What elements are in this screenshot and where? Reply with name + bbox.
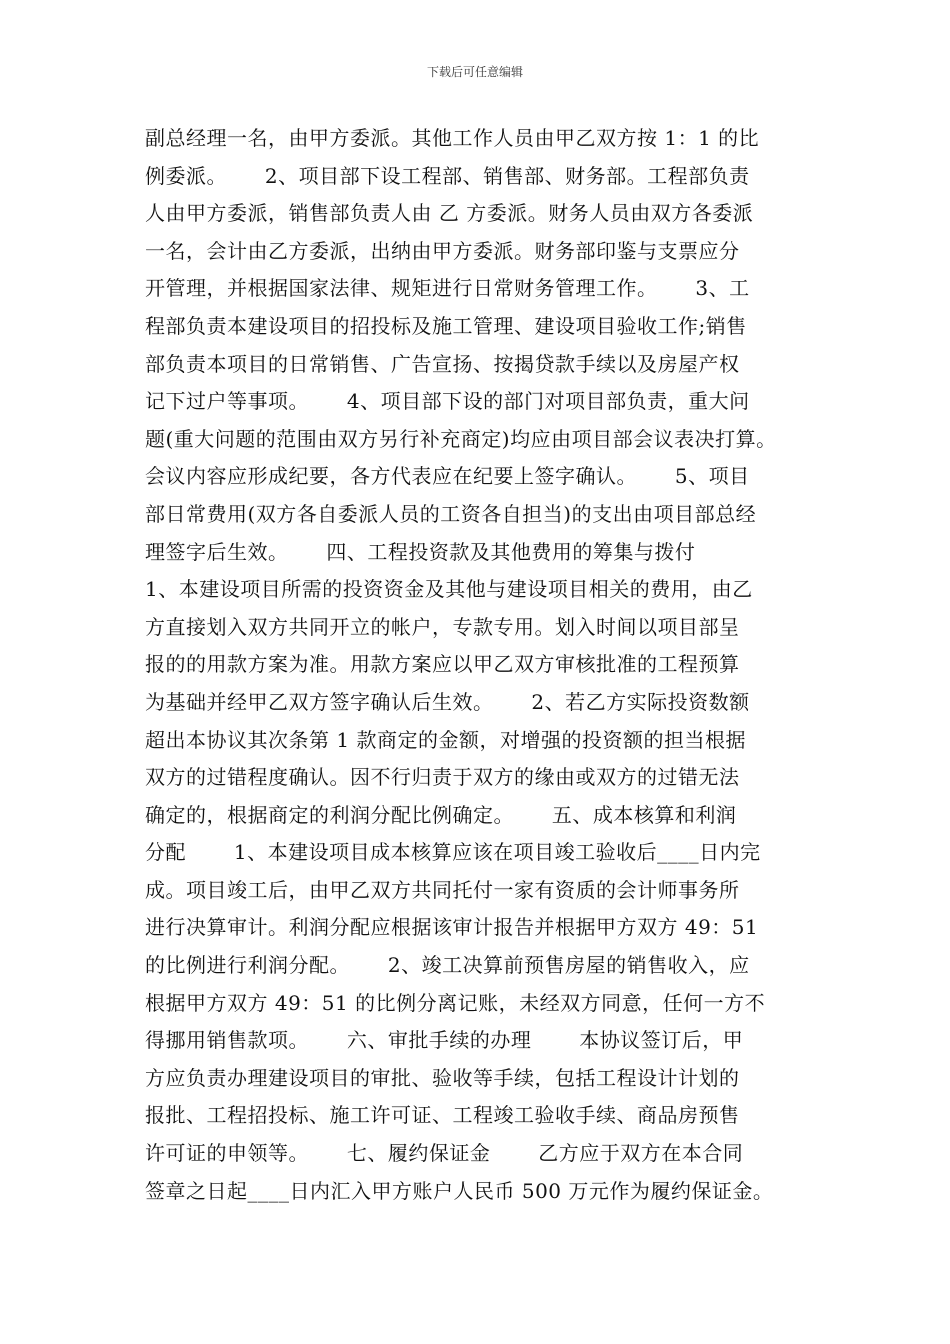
text-line: 题(重大问题的范围由双方另行补充商定)均应由项目部会议表决打算。 <box>145 426 777 451</box>
text-line: 报的的用款方案为准。用款方案应以甲乙双方审核批准的工程预算 <box>145 652 740 677</box>
text-line: 人由甲方委派，销售部负责人由 乙 方委派。财务人员由双方各委派 <box>145 201 754 226</box>
text-line: 1、本建设项目所需的投资资金及其他与建设项目相关的费用，由乙 <box>145 577 753 602</box>
text-line: 为基础并经甲乙双方签字确认后生效。 2、若乙方实际投资数额 <box>145 689 750 714</box>
text-line: 进行决算审计。利润分配应根据该审计报告并根据甲方双方 49：51 <box>145 915 759 940</box>
text-line: 部负责本项目的日常销售、广告宣扬、按揭贷款手续以及房屋产权 <box>145 351 740 376</box>
text-line: 得挪用销售款项。 六、审批手续的办理 本协议签订后，甲 <box>145 1028 744 1053</box>
text-line: 一名，会计由乙方委派，出纳由甲方委派。财务部印鉴与支票应分 <box>145 238 740 263</box>
text-line: 开管理，并根据国家法律、规矩进行日常财务管理工作。 3、工 <box>145 276 750 301</box>
text-line: 双方的过错程度确认。因不行归责于双方的缘由或双方的过错无法 <box>145 765 740 790</box>
text-line: 部日常费用(双方各自委派人员的工资各自担当)的支出由项目部总经 <box>145 501 757 526</box>
text-line: 方直接划入双方共同开立的帐户，专款专用。划入时间以项目部呈 <box>145 614 740 639</box>
document-body <box>145 120 820 1210</box>
text-line: 签章之日起____日内汇入甲方账户人民币 500 万元作为履约保证金。 <box>145 1178 774 1203</box>
text-line: 记下过户等事项。 4、项目部下设的部门对项目部负责，重大问 <box>145 389 750 414</box>
text-line: 会议内容应形成纪要，各方代表应在纪要上签字确认。 5、项目 <box>145 464 750 489</box>
text-line: 根据甲方双方 49：51 的比例分离记账，未经双方同意，任何一方不 <box>145 990 766 1015</box>
text-line: 副总经理一名，由甲方委派。其他工作人员由甲乙双方按 1：1 的比 <box>145 126 760 150</box>
text-line: 确定的，根据商定的利润分配比例确定。 五、成本核算和利润 <box>145 802 737 827</box>
text-line: 的比例进行利润分配。 2、竣工决算前预售房屋的销售收入，应 <box>145 953 750 978</box>
text-line: 成。项目竣工后，由甲乙双方共同托付一家有资质的会计师事务所 <box>145 877 740 902</box>
text-line: 许可证的申领等。 七、履约保证金 乙方应于双方在本合同 <box>145 1141 744 1166</box>
text-line: 方应负责办理建设项目的审批、验收等手续，包括工程设计计划的 <box>145 1065 740 1090</box>
text-line: 理签字后生效。 四、工程投资款及其他费用的筹集与拨付 <box>145 539 737 564</box>
text-line: 分配 1、本建设项目成本核算应该在项目竣工验收后____日内完 <box>145 840 761 865</box>
text-line: 报批、工程招投标、施工许可证、工程竣工验收手续、商品房预售 <box>145 1103 740 1128</box>
page-header: 下载后可任意编辑 <box>426 65 523 79</box>
text-line: 程部负责本建设项目的招投标及施工管理、建设项目验收工作;销售 <box>145 313 747 338</box>
text-line: 超出本协议其次条第 1 款商定的金额，对增强的投资额的担当根据 <box>145 727 746 752</box>
text-line: 例委派。 2、项目部下设工程部、销售部、财务部。工程部负责 <box>145 163 750 188</box>
